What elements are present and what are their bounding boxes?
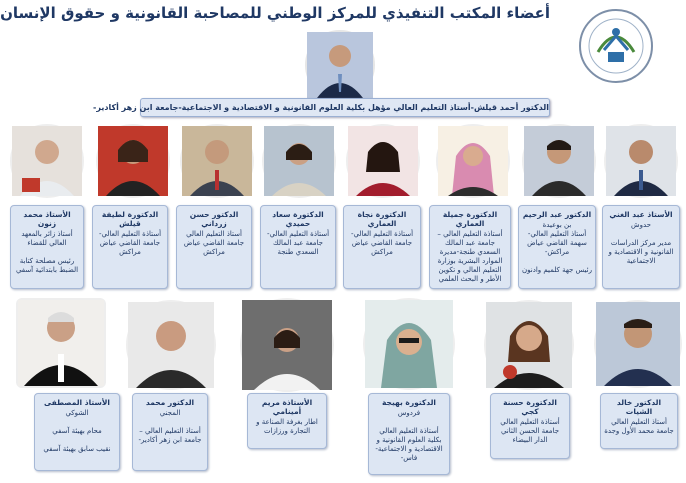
member-photo-row2-6 bbox=[16, 298, 106, 388]
member-card bbox=[10, 205, 84, 289]
member-card bbox=[343, 205, 421, 289]
member-name: الدكتور خالد الشيات bbox=[616, 398, 662, 416]
member-description: أستاذ التعليم العالي جامعة القاضي عياض مراكش bbox=[183, 230, 245, 256]
member-photo-row2-1 bbox=[594, 300, 682, 388]
member-description: أستاذة التعليم العالي جامعة الحسن الثاني الدار البيضاء bbox=[500, 418, 560, 444]
member-card bbox=[368, 393, 450, 475]
member-name: الدكتور حسن زرداني bbox=[189, 210, 239, 228]
member-card bbox=[92, 205, 168, 289]
member-card bbox=[429, 205, 511, 289]
member-description: حدوش مدير مركز الدراسات القانونية و الاقتصادية و الاجتماعية bbox=[608, 221, 674, 265]
member-card bbox=[132, 393, 208, 471]
member-name: الأستاذ المصطفى bbox=[44, 398, 110, 407]
member-photo-row1-7 bbox=[96, 124, 170, 198]
member-name: الدكتورة بهيجة bbox=[382, 398, 436, 407]
member-photo-row1-3 bbox=[436, 124, 510, 198]
member-photo-row2-4 bbox=[240, 298, 334, 392]
member-description: بن بوعيدة أستاذ التعليم العالي-سهمة القاضي عياض مراكش- رئيس جهة كلميم وادنون bbox=[522, 221, 592, 274]
member-description: فردوس أستاذة التعليم العالي بكلية العلوم القانونية و الاقتصادية و الاجتماعية-فاس- bbox=[375, 409, 443, 462]
member-photo-row2-2 bbox=[484, 300, 574, 390]
member-name: الدكتورة لطيفة قيلش bbox=[101, 210, 159, 228]
member-card bbox=[602, 205, 680, 289]
member-photo-row1-2 bbox=[522, 124, 596, 198]
member-description: أستاذة التعليم العالي – جامعة عبد المالك السعدي طنجة-مديرة الموارد البشرية بوزارة التعليم العالي و تكوين الأطر و البحث العلمي bbox=[437, 230, 503, 283]
center-emblem-icon bbox=[568, 6, 664, 86]
member-description: أستاذة التعليم العالي-جامعة القاضي عياض مراكش bbox=[98, 230, 162, 256]
member-photo-row1-5 bbox=[262, 124, 336, 198]
member-photo-row1-4 bbox=[346, 124, 420, 198]
page-title: أعضاء المكتب التنفيذي للمركز الوطني للمصاحبة القانونية و حقوق الإنسان bbox=[0, 4, 550, 22]
member-description: أستاذة التعليم العالي-جامعة القاضي عياض مراكش bbox=[350, 230, 414, 256]
member-card bbox=[176, 205, 252, 289]
director-photo bbox=[305, 30, 375, 100]
member-name: الدكتورة جميلة العماري bbox=[442, 210, 498, 228]
member-name: الأستاذ عبد الغني bbox=[609, 210, 673, 219]
member-description: الشوكي محام بهيئة آسفي نقيب سابق بهيئة آسفي bbox=[43, 409, 111, 453]
member-photo-row2-5 bbox=[126, 300, 216, 390]
member-card bbox=[260, 205, 336, 289]
member-description: اطار بغرفة الصناعة و التجارة ورزازات bbox=[256, 418, 318, 435]
member-name: الأستاذ محمد زنون bbox=[23, 210, 71, 228]
member-photo-row1-1 bbox=[604, 124, 678, 198]
member-photo-row2-3 bbox=[363, 298, 455, 390]
member-card bbox=[34, 393, 120, 471]
member-card bbox=[490, 393, 570, 459]
member-photo-row1-8 bbox=[10, 124, 84, 198]
director-caption: الدكتور أحمد قيلش-أستاذ التعليم العالي مؤهل بكلية العلوم القانونية و الاقتصادية و الاجتماعية-جامعة ابن زهر أكادير- bbox=[140, 98, 550, 117]
member-card bbox=[518, 205, 596, 289]
member-photo-row1-6 bbox=[180, 124, 254, 198]
member-card bbox=[247, 393, 327, 449]
member-description: المجني أستاذ التعليم العالي – جامعة ابن زهر أكادير- bbox=[138, 409, 202, 444]
member-description: أستاذ زائر بالمعهد العالي للقضاء رئيس مصلحة كتابة الضبط بابتدائية آسفي bbox=[15, 230, 79, 274]
member-description: أستاذ التعليم العالي جامعة محمد الأول وجدة bbox=[604, 418, 674, 435]
member-description: أستاذة التعليم العالي-جامعة عبد المالك السعدي طنجة bbox=[266, 230, 330, 256]
member-card bbox=[600, 393, 678, 449]
member-name: الدكتور عبد الرحيم bbox=[522, 210, 592, 219]
member-name: الدكتورة نجاة العماري bbox=[357, 210, 407, 228]
member-name: الدكتور محمد bbox=[145, 398, 195, 407]
member-name: الأستاذة مريم أمينامي bbox=[261, 398, 313, 416]
member-name: الدكتورة سعاد حميدي bbox=[272, 210, 324, 228]
member-name: الدكتورة حسنة كجي bbox=[503, 398, 557, 416]
